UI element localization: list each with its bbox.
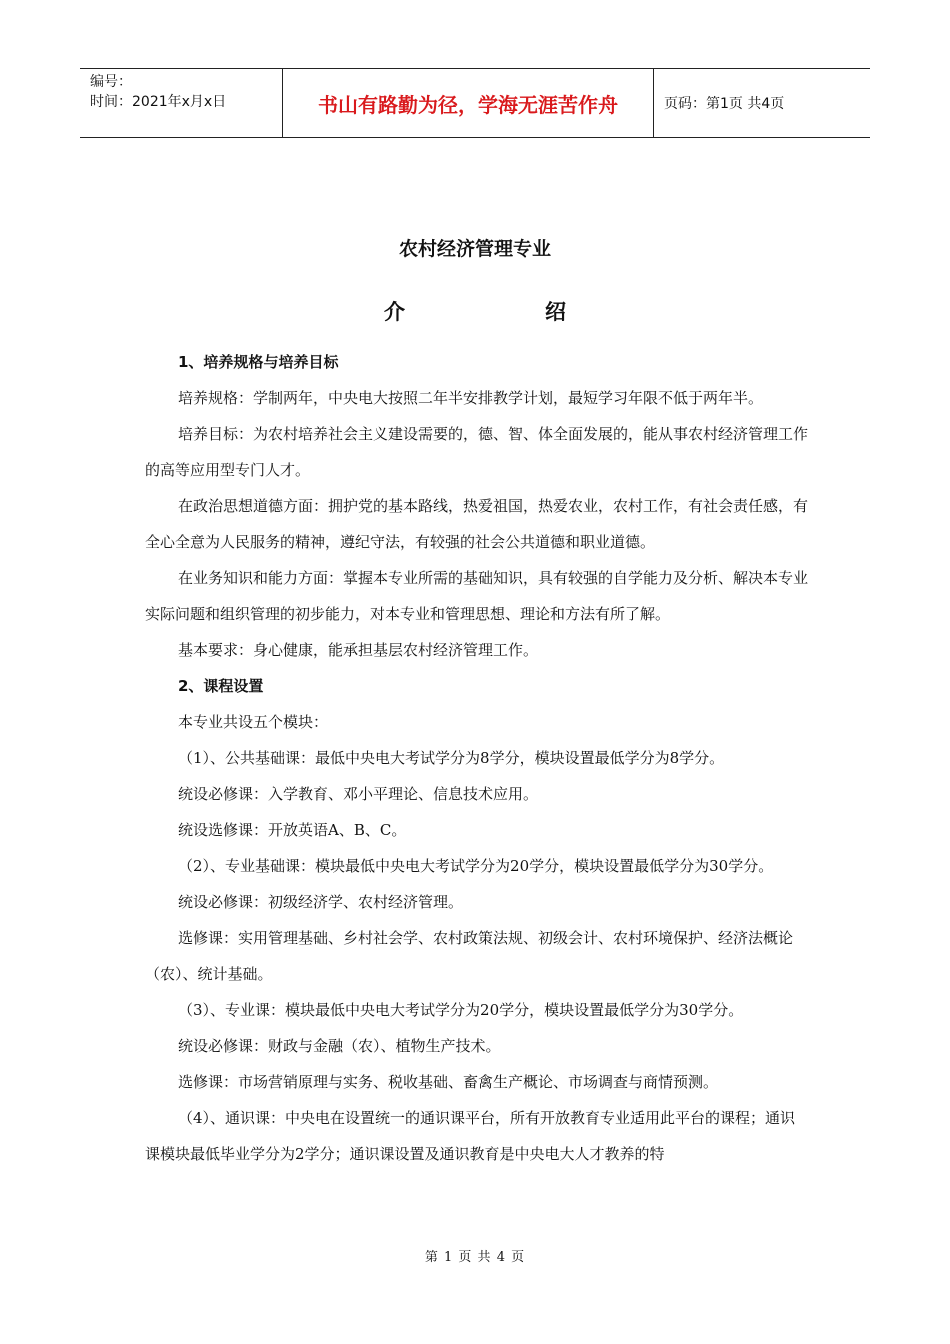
- document-title: 农村经济管理专业: [398, 238, 551, 260]
- body-paragraph: （3）、专业课：模块最低中央电大考试学分为20学分，模块设置最低学分为30学分。: [178, 1001, 744, 1019]
- body-paragraph: 选修课：市场营销原理与实务、税收基础、畜禽生产概论、市场调查与商情预测。: [178, 1073, 719, 1091]
- body-paragraph: 培养规格：学制两年，中央电大按照二年半安排教学计划，最短学习年限不低于两年半。: [178, 389, 764, 407]
- body-paragraph: 统设必修课：入学教育、邓小平理论、信息技术应用。: [178, 785, 539, 803]
- body-paragraph: 统设选修课：开放英语A、B、C。: [178, 821, 407, 839]
- body-paragraph: 在政治思想道德方面：拥护党的基本路线，热爱祖国，热爱农业，农村工作，有社会责任感，有全心全意为人民服务的精神，遵纪守法，有较强的社会公共道德和职业道德。: [145, 497, 809, 551]
- body-paragraph: 在业务知识和能力方面：掌握本专业所需的基础知识，具有较强的自学能力及分析、解决本专业实际问题和组织管理的初步能力，对本专业和管理思想、理论和方法有所了解。: [145, 569, 809, 623]
- page-footer: 第 1 页 共 4 页: [424, 1250, 526, 1265]
- subtitle-char-2: 绍: [545, 300, 566, 324]
- motto-cell: [282, 69, 654, 137]
- motto-text: 书山有路勤为径，学海无涯苦作舟: [318, 92, 618, 117]
- section-heading: 1、培养规格与培养目标: [178, 353, 339, 371]
- body-paragraph: 基本要求：身心健康，能承担基层农村经济管理工作。: [178, 641, 539, 659]
- document-subtitle: [0, 296, 950, 326]
- body-paragraph: 本专业共设五个模块：: [178, 713, 329, 731]
- body-content: [145, 344, 810, 1172]
- body-paragraph: 统设必修课：初级经济学、农村经济管理。: [178, 893, 464, 911]
- body-paragraph: （2）、专业基础课：模块最低中央电大考试学分为20学分，模块设置最低学分为30学分。: [178, 857, 774, 875]
- body-paragraph: 培养目标：为农村培养社会主义建设需要的，德、智、体全面发展的，能从事农村经济管理工作的高等应用型专门人才。: [145, 425, 809, 479]
- body-paragraph: 统设必修课：财政与金融（农）、植物生产技术。: [178, 1037, 501, 1055]
- body-paragraph: （1）、公共基础课：最低中央电大考试学分为8学分，模块设置最低学分为8学分。: [178, 749, 725, 767]
- body-paragraph: （4）、通识课：中央电在设置统一的通识课平台，所有开放教育专业适用此平台的课程；通识课模块最低毕业学分为2学分；通识课设置及通识教育是中央电大人才教养的特: [145, 1109, 796, 1163]
- section-heading: 2、课程设置: [178, 677, 264, 695]
- header-table: [80, 68, 870, 138]
- number-label: 编号：: [90, 74, 132, 90]
- time-label: 时间：2021年x月x日: [90, 94, 227, 110]
- body-paragraph: 选修课：实用管理基础、乡村社会学、农村政策法规、初级会计、农村环境保护、经济法概论（农）、统计基础。: [145, 929, 794, 983]
- page-info-cell: [654, 69, 870, 137]
- header-meta-cell: [80, 69, 282, 137]
- page-info-text: 页码：第1页 共4页: [664, 96, 785, 112]
- subtitle-char-1: 介: [384, 300, 405, 324]
